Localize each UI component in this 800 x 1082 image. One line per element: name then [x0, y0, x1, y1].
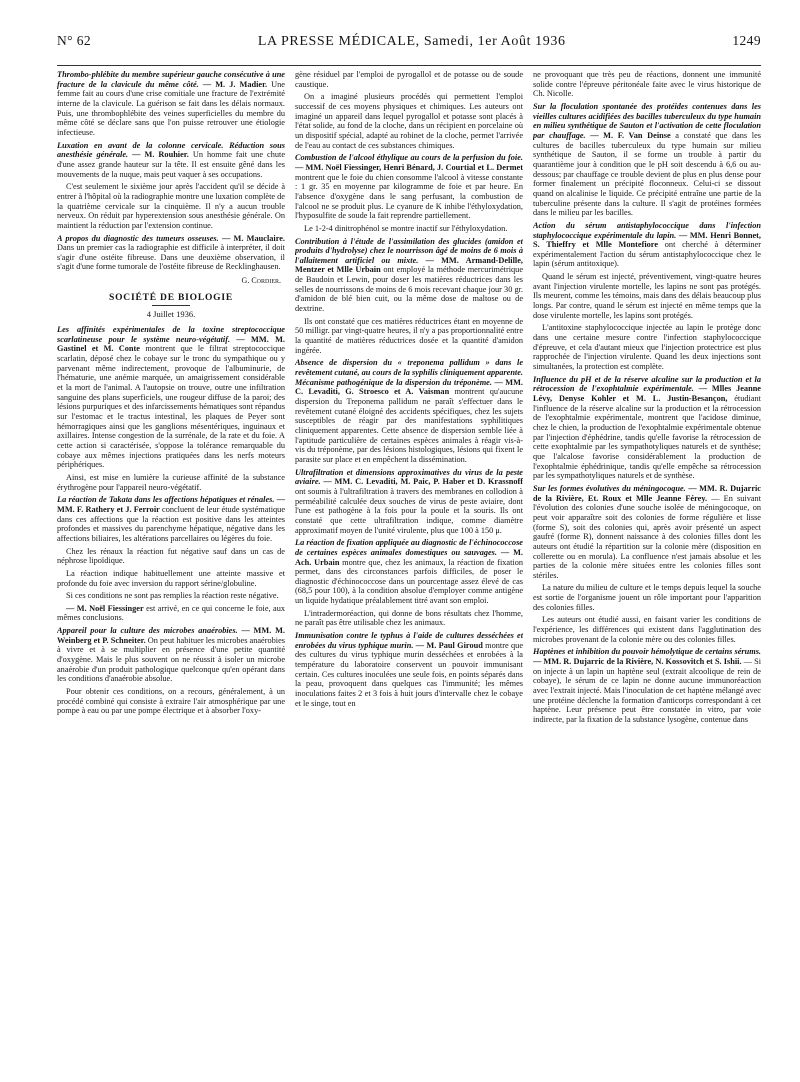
paragraph [533, 221, 761, 269]
article-heading: La réaction de fixation appliquée au diagnostic de l'échinococcose de certaines espèces animales domestiques ou sauvages. [295, 538, 523, 557]
column-3 [533, 70, 761, 1072]
article-authors: — MM. R. Dujarric de la Rivière, Et. Roux et Mlle Jeanne Férey. [533, 483, 761, 503]
paragraph [57, 604, 285, 623]
paragraph [57, 70, 285, 138]
paragraph [57, 495, 285, 543]
paragraph: Quand le sérum est injecté, préventivement, vingt-quatre heures avant l'injection virulente mortelle, les lapins ne sont pas protégés. Ils meurent, comme les témoins, mais dans des délais beaucoup plus longs. Par contre, quand le sérum est injecté en même temps que la dose virulente mortelle, les lapins sont protégés. [533, 272, 761, 320]
article-heading: Contribution à l'étude de l'assimilation des glucides (amidon et produits d'hydrolyse) chez le nourrisson âgé de moins de 6 mois à l'allaitement artificiel ou mixte. [295, 236, 523, 265]
issue-number: N° 62 [57, 33, 92, 48]
column-1 [57, 70, 285, 1072]
article-authors: — MM. F. Rathery et J. Ferroir [57, 495, 285, 514]
article-text: Un homme fait une chute d'une assez grande hauteur sur la tête. Il est ensuite gêné dans les mouvements de la nuque, mais peut vaquer à ses occupations. [57, 150, 285, 179]
paragraph: Chez les rénaux la réaction fut négative sauf dans un cas de néphrose lipoïdique. [57, 546, 285, 566]
section-divider [152, 305, 190, 306]
page-header [57, 33, 761, 66]
paragraph [295, 237, 523, 314]
article-text: ont employé la méthode mercurimétrique de Baudoin et Lewin, pour doser les matières réductrices dans les selles de nourrissons de moins de 6 mois recevant chaque jour 30 gr. d'amidon de blé bien cuit, ou la même dose de maltose ou de dextrine. [295, 265, 523, 314]
article-text: est arrivé, en ce qui concerne le foie, aux mêmes conclusions. [57, 603, 285, 623]
article-heading: Thrombo-phlébite du membre supérieur gauche consécutive à une fracture de la clavicule du même côté. [57, 70, 285, 89]
paragraph [295, 538, 523, 606]
paragraph [57, 141, 285, 180]
article-text: a constaté que dans les cultures de bacilles tuberculeux du type humain sur milieu synthétique de Sauton, il se forme un trouble à partir du quarantième jour à condition que le pH soit descendu à 6,6 ou au-dessous; par chauffage ce trouble devient de plus en plus dense pour former finalement un précipité floconneux. Celui-ci se dissout quand on alcalinise le liquide. Ce précipité entraîne une partie de la tuberculine présente dans la culture. Il s'agit de protéines formées dans le milieu par les bacilles. [533, 130, 761, 218]
article-authors: — M. Paul Giroud [415, 640, 483, 650]
paragraph: C'est seulement le sixième jour après l'accident qu'il se décide à entrer à l'hôpital où la radiographie montre une luxation complète de la quatrième cervicale sur la cinquième. Il n'y a aucun trouble nerveux. On réduit par hyperextension sous anesthésie générale. On maintient la réduction par l'extension continue. [57, 182, 285, 230]
article-authors: — M. Rouhier. [132, 150, 189, 160]
article-authors: — M. Mauclaire. [221, 233, 285, 243]
paragraph [57, 626, 285, 684]
article-heading: Action du sérum antistaphylococcique dans l'infection staphylococcique expérimentale du lapin. [533, 220, 761, 240]
article-heading: Les affinités expérimentales de la toxine streptococcique scarlatineuse pour le système neuro-végétatif. [57, 325, 285, 344]
article-heading: Appareil pour la culture des microbes anaérobies. [57, 626, 238, 636]
paragraph: Pour obtenir ces conditions, on a recours, généralement, à un procédé combiné qui consiste à extraire l'air atmosphérique par une pompe à eau ou par une pompe électrique et à absorber l'oxy- [57, 687, 285, 716]
paragraph [57, 234, 285, 273]
article-text: montrent que le filtrat streptococcique scarlatin, déposé chez le cobaye sur le tronc du sympathique ou y parvenant même indirectement, provoque de l'albuminurie, de l'hématurie, une anémie marquée, un amaigrissement considérable et la mort de l'animal. A l'autopsie on trouve, outre une infiltration sanguine des plans superficiels, une rougeur diffuse de la paroi; des lésions purpuriques et des infarcissements hématiques sont répandus sur l'estomac et le tractus intestinal, les plaques de Peyer sont hémorragiques ainsi que les ganglions mésentériques, inguinaux et axillaires. Intense congestion de la surrénale, de la rate et du foie. A cette action si caractérisée, s'oppose la tolérance remarquable du cobaye aux mêmes injections pratiquées dans les nerfs moteurs périphériques. [57, 344, 285, 470]
session-date: 4 Juillet 1936. [146, 309, 196, 320]
paragraph: L'antitoxine staphylococcique injectée au lapin le protège donc dans une certaine mesure contre l'infection staphylococcique d'épreuve, et cela d'autant mieux que l'injection protectrice est plus rapprochée de l'injection virulente. Quand les deux injections sont simultanées, la protection est complète. [533, 323, 761, 372]
paragraph: gène résiduel par l'emploi de pyrogallol et de potasse ou de soude caustique. [295, 70, 523, 89]
text-columns [57, 70, 761, 1072]
article-heading: Luxation en avant de la colonne cervicale. Réduction sous anesthésie générale. [57, 140, 285, 160]
paragraph: Si ces conditions ne sont pas remplies la réaction reste négative. [66, 591, 279, 601]
paragraph: On a imaginé plusieurs procédés qui permettent l'emploi successif de ces moyens physiques et chimiques. Les auteurs ont imaginé un appareil dans lequel pyrogallol et potasse sont placés à l'état solide, au fond de la cloche, dans un récipient en porcelaine où un dispositif spécial, adapté au robinet de la cloche, permet l'arrivée de l'eau au contact de ces substances chimiques. [295, 92, 523, 150]
paragraph [295, 631, 523, 708]
article-heading: Haptènes et inhibition du pouvoir hémolytique de certains sérums. [533, 647, 761, 657]
paragraph [533, 102, 761, 218]
paragraph: Ils ont constaté que ces matières réductrices étant en moyenne de 50 milligr. par vingt-quatre heures, il n'y a pas proportionnalité entre la quantité de matières réductrices dosée et la quantité d'amidon ingérée. [295, 316, 523, 355]
article-text: On peut habituer les microbes anaérobies à vivre et à se multiplier en présence d'une petite quantité d'oxygène. Mais le plus souvent on ne réussit à isoler un microbe anaérobie d'un produit pathologique quelconque qu'en opérant dans les conditions d'anaérobie absolue. [57, 635, 285, 684]
article-authors: — MM. M. Weinberg et P. Schneiter. [57, 626, 285, 645]
article-authors: — MM. M. Gastinel et M. Conte [57, 334, 285, 354]
article-authors: — M. Noël Fiessinger [66, 603, 144, 613]
paragraph: La réaction indique habituellement une atteinte massive et profonde du foie avec inversion du rapport sérine/globuline. [57, 568, 285, 588]
article-heading: La réaction de Takata dans les affections hépatiques et rénales. [57, 495, 275, 505]
paragraph [533, 375, 761, 481]
paragraph: Le 1-2-4 dinitrophénol se montre inactif sur l'éthyloxydation. [304, 223, 508, 233]
article-heading: Sur les formes évolutives du méningocoque. [533, 483, 686, 493]
journal-title: LA PRESSE MÉDICALE, Samedi, 1er Août 1936 [257, 34, 566, 49]
section-title: SOCIÉTÉ DE BIOLOGIE [109, 292, 233, 303]
article-authors: — MM. C. Levaditi, G. Stroesco et A. Vaisman [295, 377, 523, 397]
article-heading: Sur la floculation spontanée des protéides contenues dans les vieilles cultures acidifiées des bacilles tuberculeux du type humain en milieu synthétique de Sauton et l'activation de cette floculation par chauffage. [533, 101, 761, 140]
article-text: étudiant l'influence de la réserve alcaline sur la production et la rétrocession de l'exophtalmie expérimentale, montrent que l'acidose diminue, chez le chien, la production de l'exophtalmie expérimentale obtenue par l'injection d'éphédrine, tandis qu'elle favorise la rétrocession de cette exophtalmie par les sympathotyliques naturels et de synthèse; que l'alcalose favorise considérablement la production de l'exophtalmie éphédrinique, tandis qu'elle empêche sa rétrocession par les sympathotyliques naturels et de synthèse. [533, 394, 761, 481]
paragraph: ne provoquant que très peu de réactions, donnent une immunité solide contre l'épreuve péritonéale faite avec le virus historique de Ch. Nicolle. [533, 70, 761, 99]
paragraph: Les auteurs ont étudié aussi, en faisant varier les conditions de l'expérience, les différences qui existent dans l'agglutination des microbes provenant de la colonie mère ou des colonies filles. [533, 615, 761, 644]
paragraph [57, 325, 285, 470]
article-authors: — MM. R. Dujarric de la Rivière, N. Kossovitch et S. Ishii. [533, 657, 742, 667]
paragraph: La nature du milieu de culture et le temps depuis lequel la souche est sortie de l'organisme jouent un rôle important pour l'apparition des colonies filles. [533, 583, 761, 612]
article-heading: Combustion de l'alcool éthylique au cours de la perfusion du foie. [295, 153, 523, 163]
article-text: montre que, chez les animaux, la réaction de fixation permet, dans des circonstances parfois difficiles, de poser le diagnostic d'échinococcose dans un pourcentage assez élevé de cas (68,5 pour 100), à la condition absolue d'employer comme antigène un liquide hydatique préalablement titré avant son emploi. [295, 557, 523, 606]
article-heading: A propos du diagnostic des tumeurs osseuses. [57, 233, 219, 243]
article-authors: — MM. C. Levaditi, M. Paic, P. Haber et D. Krassnoff [323, 477, 523, 487]
article-text: montrent que le foie du chien consomme l'alcool à vitesse constante : 1 gr. 35 en moyenne par kilogramme de foie et par heure. En l'absence d'oxygène dans le sang perfusant, la combustion de l'alcool ne se produit plus. Le cyanure de K inhibe l'éthyloxydation, l'hyposulfite de soude la fait reprendre partiellement. [295, 172, 523, 221]
article-text: ont soumis à l'ultrafiltration à travers des membranes en collodion à perméabilité calculée deux souches de virus de peste aviaire, dont l'une est pathogène à la fois pour la poule et la souris. Ils ont constaté que cette ultrafiltration indique, comme diamètre approximatif moyen de l'unité virulente, plus que 100 à 150 μ. [295, 486, 523, 535]
article-authors: — MM. Henri Bonnet, S. Thieffry et Mlle Montefiore [533, 230, 761, 250]
article-heading: Immunisation contre le typhus à l'aide de cultures desséchées et enrobées du virus typhique murin. [295, 631, 523, 650]
article-authors: — MM. Noël Fiessinger, Henri Bénard, J. Courtial et L. Dermet [295, 162, 523, 172]
article-authors: — MM. Armand-Delille, Mentzer et Mlle Urbain [295, 255, 523, 275]
article-text: — En suivant l'évolution des colonies d'une souche isolée de méningocoque, on peut voir apparaître soit des colonies de forme régulière et lisse (forme S), soit des colonies qui, après avoir présenté un aspect gaufré (forme R), donnent naissance à des colonies filles dont les auteurs ont étudié la répartition sur la colonie mère (disposition en collerette ou en morula). La confluence n'est jamais absolue et les parties de la colonie mère situées entre les colonies filles sont stériles. [533, 493, 761, 580]
article-text: ont cherché à déterminer expérimentalement l'action du sérum antistaphylococcique chez le lapin (sérum antitoxique). [533, 240, 761, 269]
paragraph: Ainsi, est mise en lumière la curieuse affinité de la substance érythrogène pour l'appareil neuro-végétatif. [57, 472, 285, 492]
article-text: — Si on injecte à un lapin un haptène seul (extrait alcoolique de rein de cobaye), le sérum de ce lapin ne donne aucune immunoréaction avec l'extrait injecté. Mais l'inoculation de cet haptène mélangé avec une protéine déclenche la formation d'anticorps correspondant à cet haptène. Leur présence peut être constatée in vitro, par voie indirecte, par la fixation de la substance lysogène, contenue dans [533, 657, 761, 724]
paragraph [533, 647, 761, 724]
article-authors: — M. J. Madier. [202, 79, 268, 89]
article-heading: Influence du pH et de la réserve alcaline sur la production et la rétrocession de l'exophtalmie expérimentale. [533, 374, 761, 394]
paragraph [295, 468, 523, 536]
paragraph [295, 358, 523, 464]
article-text: Une femme fait au cours d'une crise comitiale une fracture de l'extrémité interne de la clavicule. La guérison se fait dans les délais normaux. Puis, une thrombophlébite des veines superficielles du membre du même côté se déclare sans que l'on puisse retrouver une étiologie infectieuse. [57, 79, 285, 137]
article-text: montrent qu'aucune dispersion du Treponema pallidum ne paraît s'effectuer dans le revêtement cutané éloigné des accidents spécifiques, chez les sujets susceptibles de réagir par des manifestations syphilitiques cliniquement apparentes. Cette absence de dispersion semble liée à l'aptitude particulière de certaines espèces animales à réagir vis-à-vis du tréponème, par des lésions histologiques, lésions qui fixent le parasite sur place et en empêchent la dissémination. [295, 387, 523, 464]
paragraph [533, 484, 761, 581]
article-authors: — M. Ach. Urbain [295, 547, 523, 567]
article-text: Dans un premier cas la radiographie est difficile à interpréter, il doit s'agir d'une ostéite fibreuse. Dans une deuxième observation, il s'agit d'une forme tumorale de l'ostéite fibreuse de Recklinghausen. [57, 243, 285, 272]
page-number: 1249 [732, 33, 761, 48]
signature: G. Cordier. [241, 276, 281, 286]
article-authors: — M. F. Van Deinse [590, 130, 671, 140]
article-text: montre que des cultures du virus typhique murin desséchées et enrobées à la température du laboratoire conservent un pouvoir immunisant certain. Ces cultures inoculées une seule fois, en points séparés dans la peau, provoquent dans quelques cas l'immunité; les mêmes inoculations faites 2 et 3 fois à huit jours d'intervalle chez le cobaye et le singe, tout en [295, 640, 523, 708]
paragraph: L'intradermoréaction, qui donne de bons résultats chez l'homme, ne paraît pas être utilisable chez les animaux. [295, 608, 523, 628]
article-heading: Absence de dispersion du « treponema pallidum » dans le revêtement cutané, au cours de la syphilis cliniquement apparente. Mécanisme pathogénique de la dispersion du tréponème. [295, 358, 523, 387]
article-authors: — Mlles Jeanne Lévy, Denyse Kohler et M. L. Justin-Besançon, [533, 384, 761, 403]
article-heading: Ultrafiltration et dimensions approximatives du virus de la peste aviaire. [295, 467, 523, 487]
article-text: concluent de leur étude systématique dans ces affections que la réaction est positive dans les atteintes profondes et massives du parenchyme hépatique, négative dans les affections biliaires, les altérations parcellaires ou légères du foie. [57, 504, 285, 543]
column-2 [295, 70, 523, 1072]
paragraph [295, 153, 523, 221]
